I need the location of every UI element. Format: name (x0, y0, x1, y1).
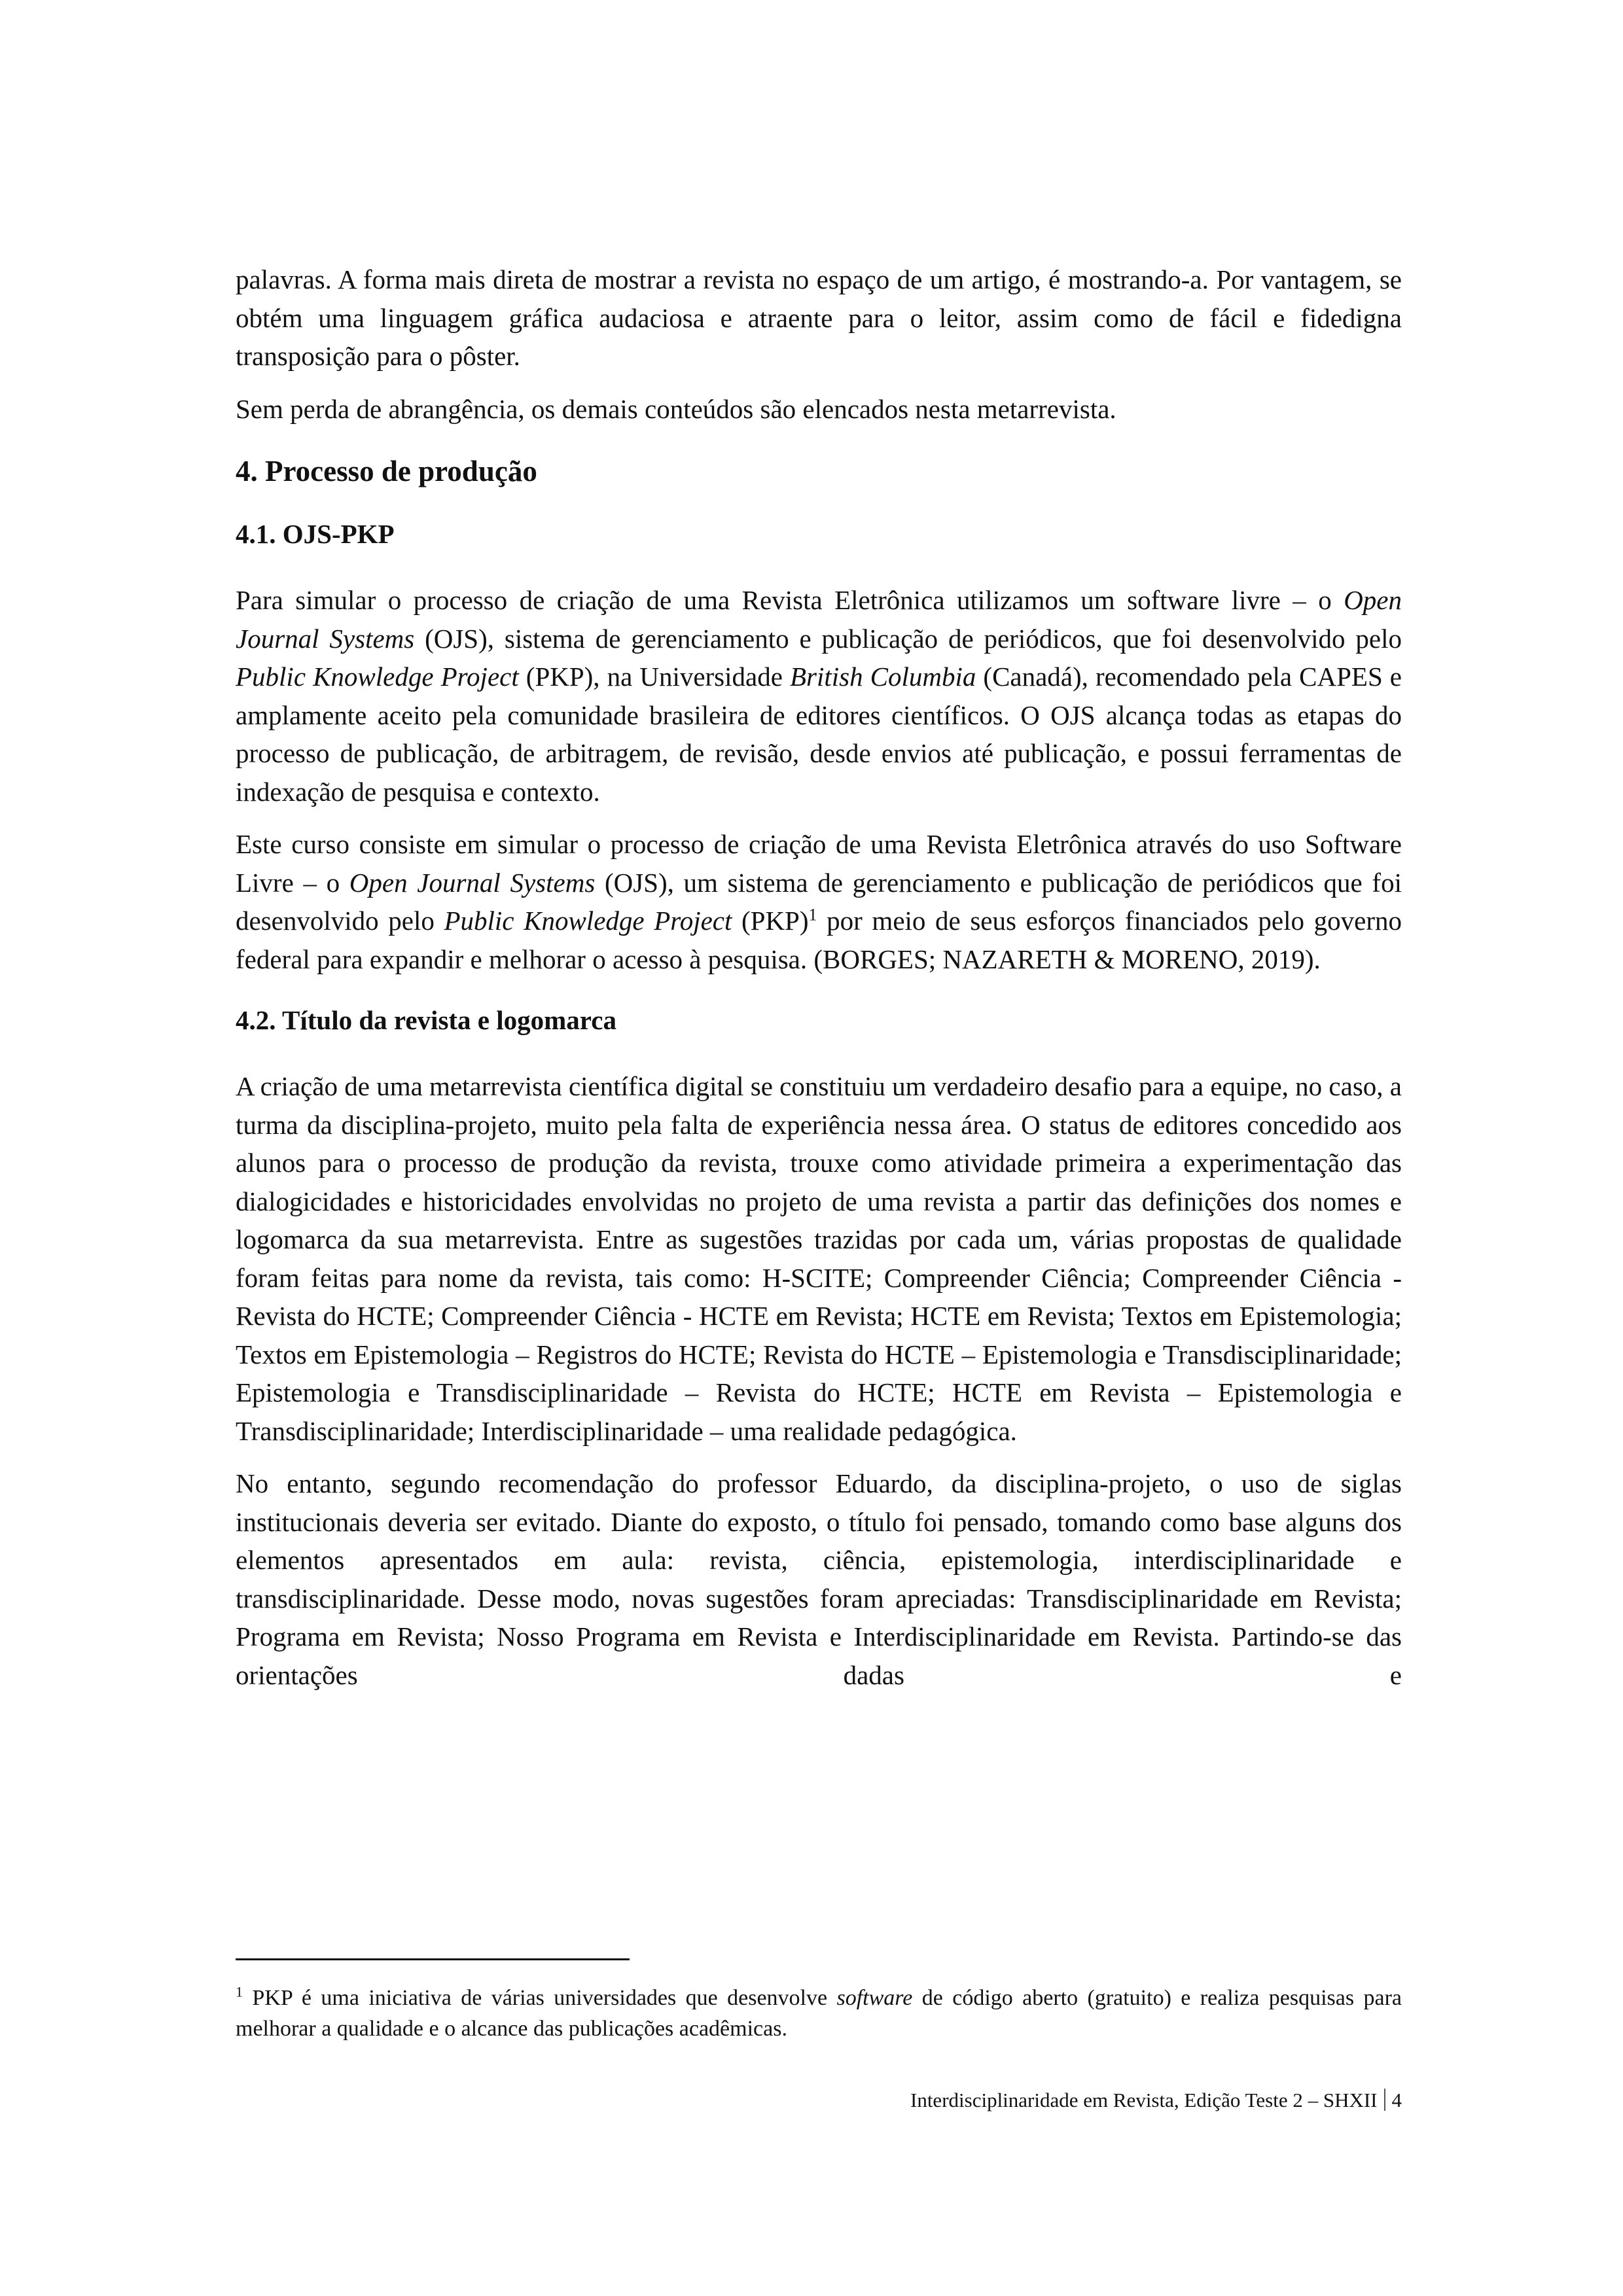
footnote-number: 1 (236, 1983, 243, 2000)
footer-journal-title: Interdisciplinaridade em Revista, Edição Teste 2 – SHXII (910, 2089, 1378, 2111)
footer-separator (1384, 2089, 1385, 2111)
page-number: 4 (1391, 2089, 1402, 2111)
paragraph-intro-1: palavras. A forma mais direta de mostrar a revista no espaço de um artigo, é mostrando-a. Por vantagem, se obtém uma linguagem gráfica audaciosa e atraente para o leitor, assim como de fácil e fidedigna transposição para o pôster. (236, 264, 1402, 371)
text-run: (Canadá), recomendado pela CAPES e amplamente aceito pela comunidade brasileira de editores científicos. O OJS alcança todas as etapas do processo de publicação, de arbitragem, de revisão, desde envios até publicação, e possui ferramentas de indexação de pesquisa e contexto. (236, 662, 1402, 807)
subsection-heading-titulo-da-revista: 4.2. Título da revista e logomarca (236, 1005, 616, 1035)
italic-open-journal-systems: Open Journal Systems (349, 867, 596, 898)
footnote-1 (236, 1983, 1402, 2044)
paragraph-ojs-2 (236, 825, 1402, 978)
paragraph-titulo-1: A criação de uma metarrevista científica digital se constituiu um verdadeiro desafio para a equipe, no caso, a turma da disciplina-projeto, muito pela falta de experiência nessa área. O status de editores concedido aos alunos para o processo de produção da revista, trouxe como atividade primeira a experimentação das dialogicidades e historicidades envolvidas no projeto de uma revista a partir das definições dos nomes e logomarca da sua metarrevista. Entre as sugestões trazidas por cada um, várias propostas de qualidade foram feitas para nome da revista, tais como: H-SCITE; Compreender Ciência; Compreender Ciência - Revista do HCTE; Compreender Ciência - HCTE em Revista; HCTE em Revista; Textos em Epistemologia; Textos em Epistemologia – Registros do HCTE; Revista do HCTE – Epistemologia e Transdisciplinaridade; Epistemologia e Transdisciplinaridade – Revista do HCTE; HCTE em Revista – Epistemologia e Transdisciplinaridade; Interdisciplinaridade – uma realidade pedagógica. (236, 1071, 1402, 1446)
paragraph-ojs-1 (236, 581, 1402, 811)
text-run: por meio de seus esforços financiados pelo governo federal para expandir e melhorar o acesso à pesquisa. (BORGES; NAZARETH & MORENO, 2019). (236, 906, 1402, 974)
italic-british-columbia: British Columbia (789, 662, 976, 692)
page-body (236, 260, 1402, 1708)
section-heading-processo-de-producao: 4. Processo de produção (236, 455, 537, 487)
text-run: Este curso consiste em simular o processo de criação de uma Revista Eletrônica através do uso Software Livre – o (236, 829, 1402, 898)
paragraph-titulo-2: No entanto, segundo recomendação do professor Eduardo, da disciplina-projeto, o uso de siglas institucionais deveria ser evitado. Diante do exposto, o título foi pensado, tomando como base alguns dos elementos apresentados em aula: revista, ciência, epistemologia, interdisciplinaridade e transdisciplinaridade. Desse modo, novas sugestões foram apreciadas: Transdisciplinaridade em Revista; Programa em Revista; Nosso Programa em Revista e Interdisciplinaridade em Revista. Partindo-se das orientações dadas e (236, 1468, 1402, 1690)
text-run: (PKP) (732, 906, 809, 936)
italic-software: software (836, 1986, 913, 2010)
italic-public-knowledge-project: Public Knowledge Project (236, 662, 519, 692)
page-footer (910, 2087, 1402, 2113)
text-run: de código aberto (gratuito) e realiza pesquisas para melhorar a qualidade e o alcance das publicações acadêmicas. (236, 1986, 1402, 2041)
text-run: (PKP), na Universidade (518, 662, 790, 692)
text-run: (OJS), sistema de gerenciamento e publicação de periódicos, que foi desenvolvido pelo (414, 623, 1402, 654)
subsection-heading-ojs-pkp: 4.1. OJS-PKP (236, 519, 395, 549)
italic-open-journal-systems: Open Journal Systems (236, 585, 1402, 654)
footnote-reference-1[interactable]: 1 (808, 905, 817, 925)
text-run: (OJS), um sistema de gerenciamento e publicação de periódicos que foi desenvolvido pelo (236, 867, 1402, 936)
text-run: Para simular o processo de criação de uma Revista Eletrônica utilizamos um software livre – o (236, 585, 1344, 615)
italic-public-knowledge-project: Public Knowledge Project (444, 906, 732, 936)
text-run: PKP é uma iniciativa de várias universidades que desenvolve (243, 1986, 837, 2010)
paragraph-intro-2: Sem perda de abrangência, os demais conteúdos são elencados nesta metarrevista. (236, 393, 1116, 424)
footnote-separator (236, 1958, 630, 1960)
